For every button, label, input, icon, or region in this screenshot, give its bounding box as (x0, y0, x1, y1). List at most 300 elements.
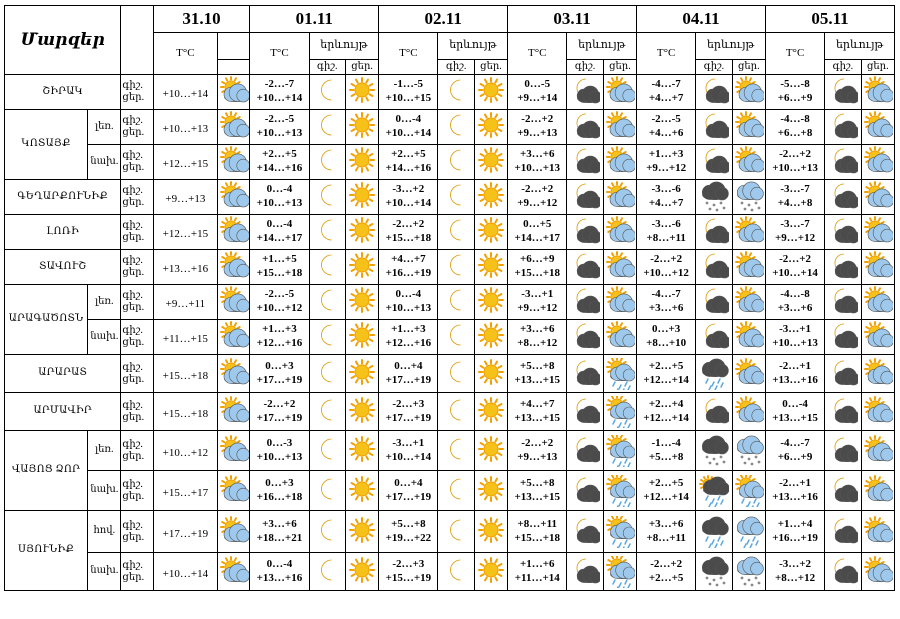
temp-range (250, 145, 309, 180)
temp-range (637, 110, 696, 145)
region-name: ԱՐԱՐԱՏ (5, 355, 121, 393)
night-header: գիշ. (825, 60, 861, 75)
night-temp: -2…+2 (650, 557, 683, 570)
sun-cloud-icon (218, 215, 250, 250)
moon-icon (438, 110, 474, 145)
night-temp: +3…+6 (519, 148, 555, 161)
temp-range (250, 110, 309, 145)
moon-icon (309, 285, 345, 320)
moon-icon (309, 320, 345, 355)
night-temp: +8…+11 (517, 517, 557, 530)
weather-header-empty (218, 60, 250, 75)
day-temp: +10…+13 (772, 337, 818, 349)
moon-icon (309, 250, 345, 285)
sun-icon (474, 145, 507, 180)
night-temp: +1…+4 (777, 517, 813, 530)
region-row (5, 511, 895, 553)
cloud-rain-sun-icon (696, 471, 732, 511)
temp-range (250, 431, 309, 471)
day-temp: +17…+19 (385, 373, 432, 386)
night-temp: +1…+3 (391, 323, 426, 336)
moon-cloud-icon (825, 511, 861, 553)
temp-header: T°C (508, 33, 567, 75)
night-temp: +2…+5 (648, 476, 684, 489)
sun-cloud-icon (218, 110, 250, 145)
temp-range (637, 215, 696, 250)
sun-cloud-icon (218, 250, 250, 285)
moon-icon (309, 215, 345, 250)
day-night-label (121, 285, 153, 320)
temp-range (508, 431, 567, 471)
day-temp: +11…+14 (514, 571, 560, 584)
temp-range: +10…+14 (153, 75, 217, 110)
day-temp: +3…+6 (777, 302, 813, 314)
day-temp: +3…+6 (648, 302, 684, 314)
sun-rain-icon (732, 471, 765, 511)
temp-range: +9…+11 (153, 285, 217, 320)
day-temp: +10…+14 (385, 127, 432, 139)
temp-range (637, 285, 696, 320)
region-row (5, 145, 895, 180)
region-row (5, 180, 895, 215)
night-temp: +5…+8 (391, 517, 426, 530)
temp-range (250, 320, 309, 355)
day-temp: +15…+18 (256, 267, 303, 279)
temp-range (508, 553, 567, 591)
region-row (5, 250, 895, 285)
temp-range (765, 511, 824, 553)
temp-range (765, 180, 824, 215)
night-temp: -2…+1 (779, 359, 812, 372)
moon-icon (309, 553, 345, 591)
day-temp: +4…+7 (648, 92, 684, 104)
night-temp: -1…-4 (651, 436, 681, 449)
temp-range: +10…+13 (153, 110, 217, 145)
sun-icon (474, 393, 507, 431)
temp-range (250, 511, 309, 553)
temp-range: +15…+18 (153, 393, 217, 431)
day-temp: +4…+7 (648, 197, 684, 209)
day-temp: +4…+6 (648, 127, 684, 139)
day-abbr: ցեր. (122, 373, 145, 385)
day-temp: +10…+15 (385, 92, 432, 104)
temp-range (765, 393, 824, 431)
moon-icon (438, 471, 474, 511)
moon-icon (309, 393, 345, 431)
date-header: 02.11 (379, 6, 508, 33)
temp-range (765, 110, 824, 145)
sun-cloud-icon (732, 393, 765, 431)
moon-cloud-icon (567, 110, 603, 145)
temp-header: T°C (765, 33, 824, 75)
temp-range: +15…+18 (153, 355, 217, 393)
sun-cloud-icon (218, 320, 250, 355)
day-night-label (121, 355, 153, 393)
region-row (5, 75, 895, 110)
night-temp: -2…+3 (392, 397, 425, 410)
region-row (5, 320, 895, 355)
night-abbr: գիշ. (122, 115, 143, 126)
sun-cloud-icon (861, 320, 894, 355)
day-temp: +10…+12 (643, 267, 689, 279)
day-header: ցեր. (474, 60, 507, 75)
temp-range (250, 393, 309, 431)
temp-range (637, 75, 696, 110)
moon-cloud-icon (825, 110, 861, 145)
temp-range (508, 215, 567, 250)
day-temp: +15…+18 (514, 267, 561, 279)
sun-cloud-icon (218, 511, 250, 553)
temp-range (508, 145, 567, 180)
day-temp: +9…+13 (517, 127, 558, 139)
night-header: գիշ. (309, 60, 345, 75)
sun-icon (345, 320, 378, 355)
night-temp: -4…-8 (780, 288, 810, 301)
temp-range (379, 431, 438, 471)
day-abbr: ցեր. (122, 337, 145, 348)
sun-icon (345, 75, 378, 110)
sun-cloud-icon (861, 145, 894, 180)
day-abbr: ցեր. (122, 411, 145, 423)
night-abbr: գիշ. (122, 80, 143, 91)
sun-icon (345, 250, 378, 285)
night-temp: -2…-5 (264, 288, 295, 301)
night-temp: +1…+5 (262, 253, 297, 266)
temp-range (508, 471, 567, 511)
moon-cloud-icon (696, 145, 732, 180)
moon-cloud-icon (567, 553, 603, 591)
night-temp: 0…-4 (395, 113, 422, 126)
day-temp: +9…+12 (517, 302, 558, 314)
temp-range (250, 180, 309, 215)
day-night-label (121, 471, 153, 511)
day-temp: +17…+19 (256, 411, 303, 424)
night-temp: +5…+8 (519, 476, 555, 489)
night-abbr: գիշ. (122, 290, 143, 301)
day-temp: +15…+18 (514, 531, 561, 544)
temp-range (379, 180, 438, 215)
night-temp: -2…+2 (392, 218, 425, 231)
moon-icon (438, 180, 474, 215)
temp-range (250, 250, 309, 285)
temp-range (765, 553, 824, 591)
moon-cloud-icon (696, 393, 732, 431)
sun-icon (474, 355, 507, 393)
sun-icon (345, 215, 378, 250)
subregion-label: լեռ. (88, 431, 121, 471)
night-temp: +3…+6 (519, 323, 555, 336)
sun-icon (474, 75, 507, 110)
day-abbr: ցեր. (122, 92, 145, 103)
cloud-snow-blue-icon (732, 553, 765, 591)
day-temp: +10…+13 (256, 450, 303, 463)
night-abbr: գիշ. (122, 185, 143, 196)
date-header: 03.11 (508, 6, 637, 33)
day-temp: +13…+16 (256, 571, 303, 584)
sun-cloud-icon (861, 553, 894, 591)
day-temp: +10…+14 (385, 450, 432, 463)
temp-range (379, 393, 438, 431)
day-temp: +9…+13 (517, 450, 558, 463)
temp-range (637, 393, 696, 431)
cloud-snow-blue-icon (732, 431, 765, 471)
night-temp: +5…+8 (519, 359, 555, 372)
moon-cloud-icon (696, 215, 732, 250)
day-temp: +16…+19 (385, 267, 432, 279)
night-temp: -2…+3 (392, 557, 425, 570)
day-night-label (121, 250, 153, 285)
day-temp: +14…+17 (514, 232, 561, 244)
temp-range (250, 75, 309, 110)
temp-range (250, 285, 309, 320)
region-row (5, 431, 895, 471)
subregion-label: լեռ. (88, 285, 121, 320)
region-name: ՍՅՈՒՆԻՔ (5, 511, 88, 591)
cloud-snow-icon (696, 431, 732, 471)
cloud-snow-icon (696, 180, 732, 215)
day-temp: +14…+17 (256, 232, 303, 244)
region-name: ՎԱՅՈՑ ՁՈՐ (5, 431, 88, 511)
sun-icon (474, 285, 507, 320)
moon-cloud-icon (825, 180, 861, 215)
night-temp: -2…+2 (650, 253, 683, 266)
moon-cloud-icon (825, 471, 861, 511)
temp-range (508, 511, 567, 553)
day-temp: +9…+12 (775, 232, 816, 244)
sun-cloud-icon (218, 431, 250, 471)
temp-range (379, 320, 438, 355)
sun-cloud-icon (861, 471, 894, 511)
day-temp: +16…+19 (772, 531, 818, 544)
sun-icon (345, 110, 378, 145)
moon-cloud-icon (567, 431, 603, 471)
day-temp: +6…+9 (777, 450, 813, 463)
day-abbr: ցեր. (122, 450, 145, 462)
day-temp: +13…+15 (514, 490, 561, 503)
temp-range (250, 355, 309, 393)
day-temp: +16…+18 (256, 490, 303, 503)
sun-icon (345, 180, 378, 215)
temp-range (508, 285, 567, 320)
day-temp: +12…+16 (256, 337, 303, 349)
night-temp: -1…-5 (393, 78, 423, 91)
day-temp: +13…+16 (772, 373, 818, 386)
moon-icon (309, 471, 345, 511)
sun-icon (474, 250, 507, 285)
sun-icon (345, 431, 378, 471)
day-night-label (121, 110, 153, 145)
day-temp: +12…+16 (385, 337, 432, 349)
day-night-label (121, 75, 153, 110)
region-name: ՏԱՎՈՒՇ (5, 250, 121, 285)
moon-cloud-icon (567, 320, 603, 355)
night-temp: -4…-7 (651, 78, 681, 91)
temp-range (379, 285, 438, 320)
temp-header: T°C (637, 33, 696, 75)
moon-cloud-icon (825, 285, 861, 320)
moon-cloud-icon (825, 393, 861, 431)
day-temp: +9…+12 (517, 197, 558, 209)
temp-header: T°C (153, 33, 217, 75)
day-temp: +12…+14 (643, 411, 689, 424)
sun-icon (345, 285, 378, 320)
region-row (5, 110, 895, 145)
region-row (5, 471, 895, 511)
night-temp: 0…-5 (524, 78, 551, 91)
temp-range (379, 215, 438, 250)
temp-range (508, 75, 567, 110)
moon-icon (309, 511, 345, 553)
day-temp: +10…+13 (772, 162, 818, 174)
night-temp: 0…-4 (782, 397, 808, 410)
night-temp: -2…+2 (779, 148, 812, 161)
moon-cloud-icon (696, 285, 732, 320)
day-header: ցեր. (861, 60, 894, 75)
sun-cloud-icon (218, 553, 250, 591)
night-abbr: գիշ. (122, 519, 143, 531)
moon-cloud-icon (567, 355, 603, 393)
sun-cloud-icon (861, 110, 894, 145)
sun-icon (474, 110, 507, 145)
night-temp: -4…-7 (780, 436, 810, 449)
temp-range (765, 75, 824, 110)
night-temp: +4…+7 (519, 397, 555, 410)
day-header: ցեր. (603, 60, 636, 75)
day-temp: +14…+16 (385, 162, 432, 174)
moon-cloud-icon (696, 75, 732, 110)
temp-range (765, 320, 824, 355)
temp-range (250, 553, 309, 591)
temp-range: +10…+12 (153, 431, 217, 471)
subregion-label: լեռ. (88, 110, 121, 145)
sun-icon (474, 320, 507, 355)
sun-cloud-icon (603, 250, 636, 285)
day-night-label (121, 320, 153, 355)
sun-cloud-icon (218, 393, 250, 431)
region-name: ԿՈՏԱՅՔ (5, 110, 88, 180)
night-temp: -4…-7 (651, 288, 681, 301)
weather-header: երևույթ (825, 33, 895, 60)
day-temp: +10…+13 (256, 127, 303, 139)
moon-cloud-icon (825, 431, 861, 471)
day-abbr: ցեր. (122, 232, 145, 243)
night-abbr: գիշ. (122, 255, 143, 266)
moon-cloud-icon (825, 145, 861, 180)
day-temp: +18…+21 (256, 531, 303, 544)
sun-cloud-icon (861, 355, 894, 393)
sun-cloud-icon (603, 285, 636, 320)
cloud-snow-blue-icon (732, 180, 765, 215)
sun-cloud-icon (861, 393, 894, 431)
night-temp: -3…-7 (780, 183, 810, 196)
sun-cloud-icon (732, 215, 765, 250)
night-temp: -2…+2 (521, 183, 554, 196)
sun-icon (345, 145, 378, 180)
night-temp: +2…+4 (648, 397, 684, 410)
day-abbr: ցեր. (122, 267, 145, 278)
night-abbr: գիշ. (122, 150, 143, 161)
region-row (5, 393, 895, 431)
temp-range (765, 431, 824, 471)
sun-rain-icon (603, 393, 636, 431)
moon-icon (438, 320, 474, 355)
night-temp: -3…+1 (779, 323, 812, 336)
night-temp: +3…+6 (648, 517, 684, 530)
temp-range (637, 355, 696, 393)
moon-icon (438, 250, 474, 285)
night-abbr: գիշ. (122, 478, 143, 490)
night-temp: -2…+1 (779, 476, 812, 489)
night-temp: 0…+4 (394, 476, 423, 489)
temp-range (379, 75, 438, 110)
night-temp: +2…+5 (262, 148, 297, 161)
temp-range: +15…+17 (153, 471, 217, 511)
temp-range (637, 431, 696, 471)
moon-icon (438, 553, 474, 591)
day-abbr: ցեր. (122, 490, 145, 502)
temp-range (637, 471, 696, 511)
night-temp: -2…-5 (651, 113, 681, 126)
sun-cloud-icon (861, 431, 894, 471)
temp-range: +13…+16 (153, 250, 217, 285)
moon-cloud-icon (696, 250, 732, 285)
day-temp: +8…+10 (646, 337, 687, 349)
night-temp: +1…+3 (648, 148, 684, 161)
sun-icon (345, 511, 378, 553)
temp-range: +12…+15 (153, 215, 217, 250)
moon-cloud-icon (567, 393, 603, 431)
night-temp: -3…-7 (780, 218, 810, 231)
cloud-rain-icon (696, 355, 732, 393)
moon-icon (438, 431, 474, 471)
day-temp: +8…+12 (775, 571, 816, 584)
night-temp: +1…+3 (262, 323, 297, 336)
night-temp: -2…+2 (263, 397, 296, 410)
sun-cloud-icon (603, 180, 636, 215)
temp-range (379, 471, 438, 511)
temp-range (765, 250, 824, 285)
temp-range: +9…+13 (153, 180, 217, 215)
night-temp: 0…+5 (523, 218, 552, 231)
weather-header: երևույթ (438, 33, 508, 60)
day-abbr: ցեր. (122, 302, 145, 313)
sun-rain-icon (603, 355, 636, 393)
day-temp: +4…+8 (777, 197, 813, 209)
night-abbr: գիշ. (122, 559, 143, 571)
region-name: ԳԵՂԱՐՔՈՒՆԻՔ (5, 180, 121, 215)
moon-icon (309, 75, 345, 110)
temp-range: +11…+15 (153, 320, 217, 355)
sun-cloud-icon (732, 355, 765, 393)
day-temp: +12…+14 (643, 373, 689, 386)
night-temp: -2…-7 (264, 78, 295, 91)
sun-icon (345, 393, 378, 431)
sun-rain-icon (603, 471, 636, 511)
moon-cloud-icon (696, 110, 732, 145)
day-temp: +12…+14 (643, 490, 689, 503)
night-abbr: գիշ. (122, 361, 143, 373)
sun-cloud-icon (603, 145, 636, 180)
night-temp: -2…-5 (264, 113, 295, 126)
sun-cloud-icon (218, 180, 250, 215)
sun-cloud-icon (603, 75, 636, 110)
moon-icon (438, 75, 474, 110)
weather-header: երևույթ (696, 33, 766, 60)
temp-range (250, 471, 309, 511)
night-temp: 0…+4 (394, 359, 423, 372)
day-temp: +9…+14 (517, 92, 558, 104)
day-temp: +10…+14 (256, 92, 303, 104)
